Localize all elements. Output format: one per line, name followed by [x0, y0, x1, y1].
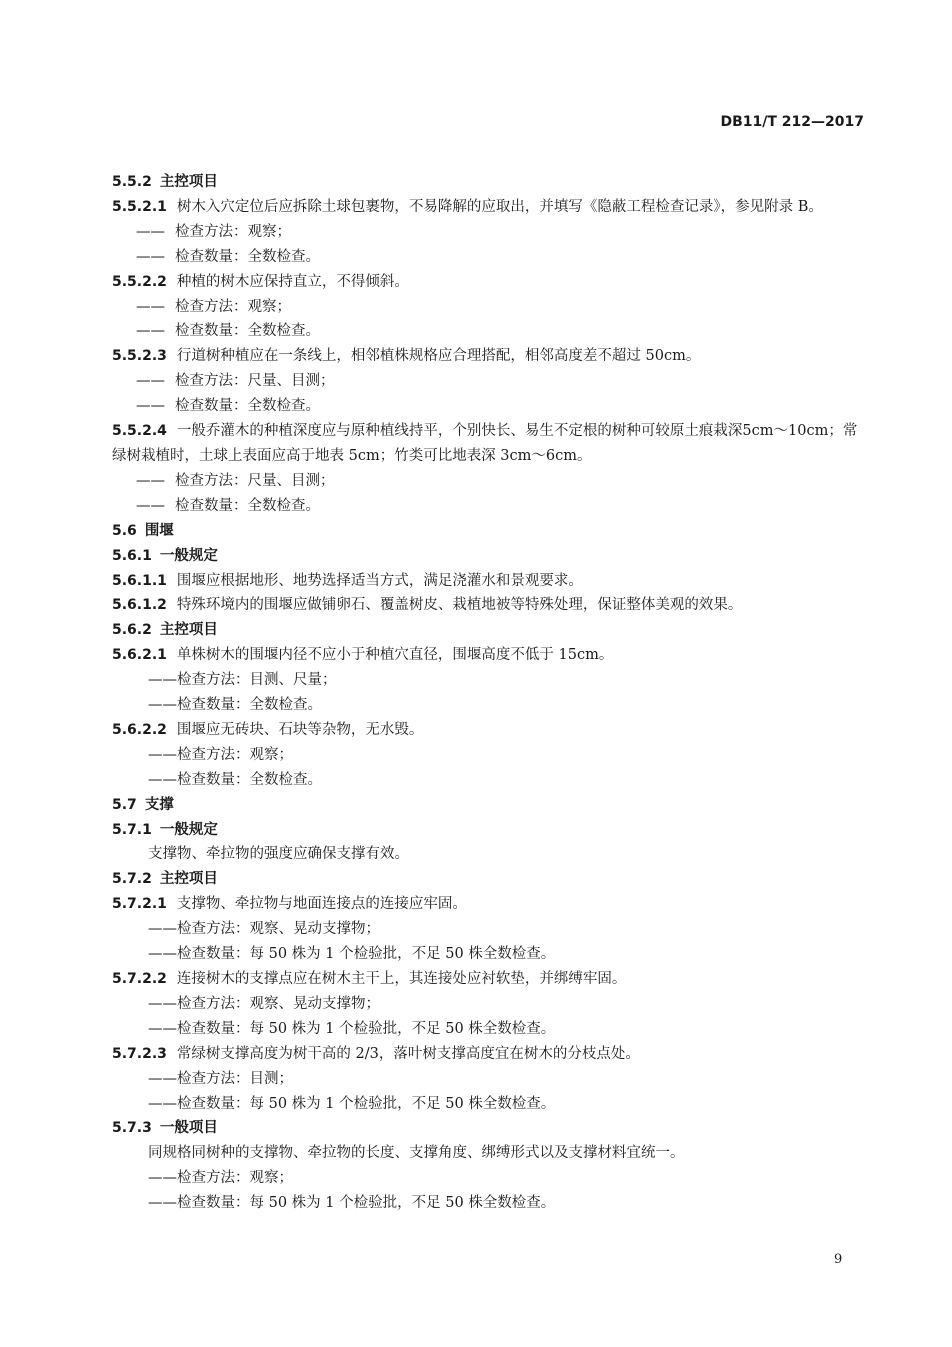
check-item: [112, 295, 864, 320]
check-text: 检查数量：每 50 株为 1 个检验批，不足 50 株全数检查。: [177, 946, 556, 963]
check-text: 检查方法：目测、尺量；: [177, 672, 337, 689]
section-heading: [112, 1116, 864, 1141]
check-item: [112, 1191, 864, 1216]
clause: [112, 270, 864, 295]
section-number: 5.6.2: [112, 622, 152, 639]
clause: [112, 718, 864, 743]
clause: [112, 643, 864, 668]
dash-marker: ——: [136, 472, 165, 489]
dash-marker: ——: [148, 1095, 177, 1112]
clause-number: 5.6.2.2: [112, 721, 167, 738]
clause-text: 常绿树支撑高度为树干高的 2/3，落叶树支撑高度宜在树木的分枝点处。: [176, 1045, 640, 1062]
dash-marker: ——: [148, 746, 177, 763]
clause-number: 5.6.2.1: [112, 647, 167, 664]
check-text: 检查数量：每 50 株为 1 个检验批，不足 50 株全数检查。: [177, 1095, 556, 1112]
section-title: 围堰: [144, 522, 174, 539]
check-item: [112, 743, 864, 768]
check-text: 检查方法：观察；: [177, 1170, 293, 1187]
clause-number: 5.5.2.2: [112, 273, 167, 290]
check-item: [112, 319, 864, 344]
check-item: [112, 942, 864, 967]
check-text: 检查数量：全数检查。: [177, 771, 322, 788]
dash-marker: ——: [136, 248, 165, 265]
section-number: 5.7.1: [112, 821, 152, 838]
clause-text: 连接树木的支撑点应在树木主干上，其连接处应衬软垫，并绑缚牢固。: [176, 971, 627, 987]
clause-text: 树木入穴定位后应拆除土球包裹物，不易降解的应取出，并填写《隐蔽工程检查记录》，参见附录 B。: [176, 198, 823, 215]
clause-number: 5.7.2.1: [112, 896, 167, 913]
check-item: [112, 245, 864, 270]
document-body: [112, 170, 864, 1216]
section-title: 一般规定: [159, 821, 218, 838]
section-heading: [112, 544, 864, 569]
clause-text: 行道树种植应在一条线上，相邻植株规格应合理搭配，相邻高度差不超过 50cm。: [176, 348, 701, 365]
check-text: 检查方法：尺量、目测；: [175, 472, 335, 489]
section-number: 5.6.1: [112, 547, 152, 564]
clause-number: 5.6.1.2: [112, 597, 167, 614]
dash-marker: ——: [148, 1195, 177, 1212]
section-title: 主控项目: [159, 622, 218, 639]
clause-number: 5.7.2.3: [112, 1045, 167, 1062]
clause-text: 一般乔灌木的种植深度应与原种植线持平，个别快长、易生不定根的树种可较原土痕栽深5cm～10cm；常绿树栽植时，土球上表面应高于地表 5cm；竹类可比地表深 3cm～6cm。: [112, 423, 858, 464]
check-text: 检查方法：观察；: [177, 746, 293, 763]
clause-text: 围堰应无砖块、石块等杂物，无水毁。: [176, 721, 424, 738]
check-text: 检查方法：尺量、目测；: [175, 373, 335, 390]
clause-text: 种植的树木应保持直立，不得倾斜。: [176, 273, 409, 290]
dash-marker: ——: [148, 921, 177, 938]
check-text: 检查数量：全数检查。: [175, 398, 320, 415]
check-item: [112, 220, 864, 245]
check-text: 检查数量：每 50 株为 1 个检验批，不足 50 株全数检查。: [177, 1020, 556, 1037]
check-item: [112, 668, 864, 693]
dash-marker: ——: [136, 497, 165, 514]
check-item: [112, 992, 864, 1017]
section-number: 5.5.2: [112, 174, 152, 190]
section-heading: [112, 818, 864, 843]
dash-marker: ——: [136, 298, 165, 315]
clause: [112, 892, 864, 917]
paragraph: 支撑物、牵拉物的强度应确保支撑有效。: [148, 846, 409, 863]
clause-number: 5.5.2.4: [112, 423, 167, 440]
check-item: [112, 469, 864, 494]
section-number: 5.7.2: [112, 871, 152, 888]
check-text: 检查方法：观察、晃动支撑物；: [177, 921, 380, 938]
clause: [112, 569, 864, 594]
clause: [112, 344, 864, 369]
dash-marker: ——: [148, 1020, 177, 1037]
dash-marker: ——: [148, 946, 177, 963]
check-text: 检查方法：观察、晃动支撑物；: [177, 995, 380, 1012]
section-heading: [112, 793, 864, 818]
dash-marker: ——: [136, 398, 165, 415]
clause: [112, 419, 864, 469]
check-text: 检查方法：目测；: [177, 1070, 293, 1087]
section-number: 5.7.3: [112, 1120, 152, 1137]
dash-marker: ——: [148, 1170, 177, 1187]
dash-marker: ——: [148, 1070, 177, 1087]
check-text: 检查数量：全数检查。: [175, 248, 320, 265]
check-item: [112, 768, 864, 793]
check-item: [112, 917, 864, 942]
check-text: 检查数量：全数检查。: [175, 497, 320, 514]
dash-marker: ——: [148, 771, 177, 788]
dash-marker: ——: [136, 323, 165, 340]
clause-text: 支撑物、牵拉物与地面连接点的连接应牢固。: [176, 896, 467, 913]
clause-text: 围堰应根据地形、地势选择适当方式，满足浇灌水和景观要求。: [176, 572, 583, 589]
check-text: 检查数量：全数检查。: [175, 323, 320, 340]
dash-marker: ——: [148, 995, 177, 1012]
clause-text: 特殊环境内的围堰应做铺卵石、覆盖树皮、栽植地被等特殊处理，保证整体美观的效果。: [176, 597, 743, 614]
check-item: [112, 494, 864, 519]
clause: [112, 195, 864, 220]
check-text: 检查数量：全数检查。: [177, 697, 322, 714]
dash-marker: ——: [148, 697, 177, 714]
document-code-header: DB11/T 212—2017: [720, 114, 864, 130]
clause-number: 5.5.2.3: [112, 348, 167, 365]
section-heading: [112, 618, 864, 643]
check-item: [112, 693, 864, 718]
section-title: 一般项目: [159, 1120, 218, 1137]
section-heading: [112, 867, 864, 892]
check-item: [112, 1067, 864, 1092]
clause-number: 5.7.2.2: [112, 971, 167, 987]
dash-marker: ——: [136, 373, 165, 390]
clause-text: 单株树木的围堰内径不应小于种植穴直径，围堰高度不低于 15cm。: [176, 647, 614, 664]
section-title: 主控项目: [159, 871, 218, 888]
check-text: 检查方法：观察；: [175, 223, 291, 240]
check-item: [112, 1017, 864, 1042]
check-item: [112, 1166, 864, 1191]
clause-number: 5.5.2.1: [112, 198, 167, 215]
dash-marker: ——: [148, 672, 177, 689]
clause: [112, 593, 864, 618]
section-title: 主控项目: [159, 174, 218, 190]
section-number: 5.7: [112, 796, 137, 813]
dash-marker: ——: [136, 223, 165, 240]
section-title: 一般规定: [159, 547, 218, 564]
page-number: 9: [834, 1252, 843, 1267]
check-item: [112, 1092, 864, 1117]
clause-number: 5.6.1.1: [112, 572, 167, 589]
clause: [112, 967, 864, 992]
check-text: 检查数量：每 50 株为 1 个检验批，不足 50 株全数检查。: [177, 1195, 556, 1212]
section-heading: [112, 519, 864, 544]
check-item: [112, 369, 864, 394]
check-text: 检查方法：观察；: [175, 298, 291, 315]
check-item: [112, 394, 864, 419]
clause: [112, 1042, 864, 1067]
section-number: 5.6: [112, 522, 137, 539]
section-heading: [112, 170, 864, 195]
section-title: 支撑: [144, 796, 174, 813]
paragraph: 同规格同树种的支撑物、牵拉物的长度、支撑角度、绑缚形式以及支撑材料宜统一。: [148, 1145, 685, 1162]
